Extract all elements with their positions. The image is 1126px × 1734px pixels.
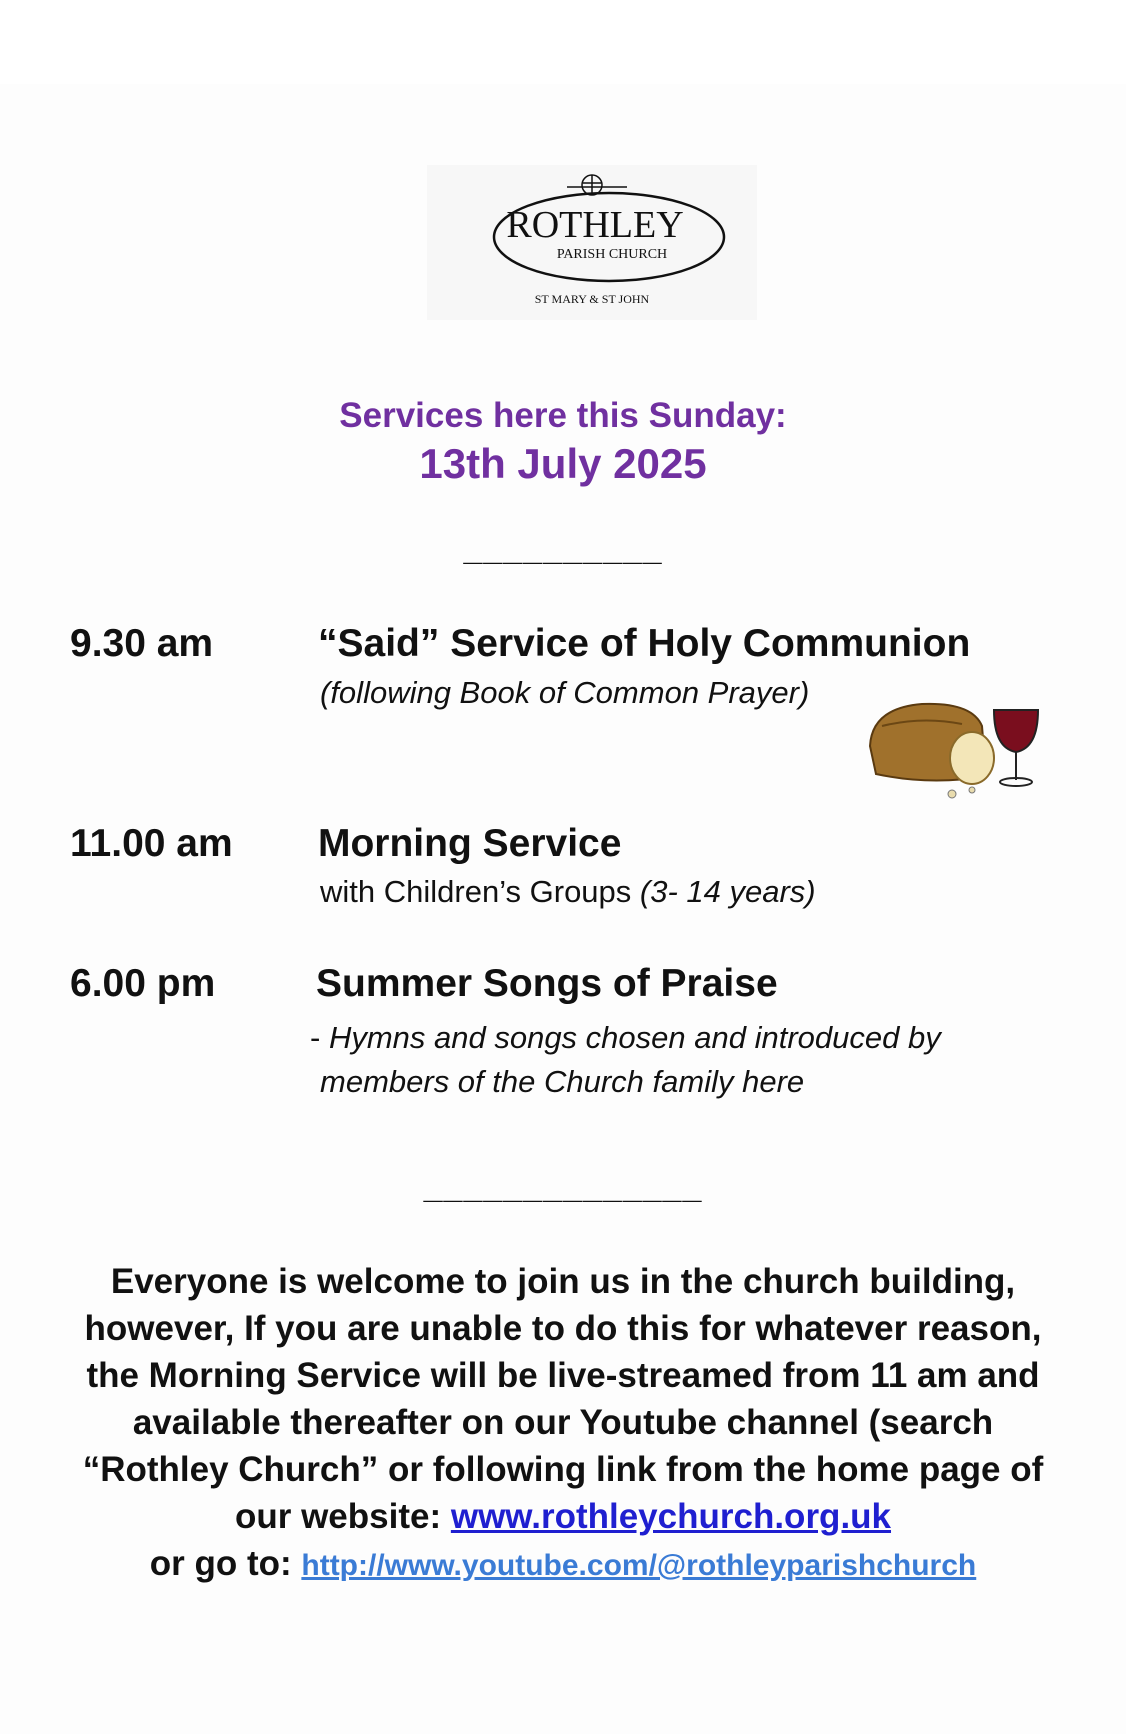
- welcome-message: [40, 1258, 1086, 1589]
- church-logo: [427, 165, 757, 320]
- service-time: 9.30 am: [70, 622, 214, 665]
- bread-and-wine-icon: [862, 686, 1042, 801]
- service-time: 6.00 pm: [70, 962, 216, 1005]
- service-title: Morning Service: [318, 822, 622, 865]
- logo-name: ROTHLEY: [506, 204, 684, 246]
- service-date: 13th July 2025: [419, 440, 707, 487]
- youtube-link[interactable]: http://www.youtube.com/@rothleyparishchurch: [301, 1549, 977, 1582]
- welcome-line: “Rothley Church” or following link from the home page of: [82, 1450, 1044, 1489]
- logo-dedication: ST MARY & ST JOHN: [534, 292, 650, 306]
- service-title: Summer Songs of Praise: [316, 962, 778, 1005]
- logo-subtitle: PARISH CHURCH: [556, 247, 668, 262]
- welcome-line: Everyone is welcome to join us in the church building,: [110, 1262, 1016, 1301]
- website-link[interactable]: www.rothleychurch.org.uk: [450, 1497, 892, 1536]
- service-note: [320, 874, 816, 910]
- service-note-line2: members of the Church family here: [320, 1064, 805, 1099]
- service-note-plain: with Children’s Groups: [320, 874, 640, 909]
- website-prefix: our website:: [234, 1497, 451, 1536]
- service-note-italic: (3- 14 years): [639, 874, 816, 909]
- welcome-line: however, If you are unable to do this for whatever reason,: [84, 1309, 1042, 1348]
- service-note-line1: Hymns and songs chosen and introduced by: [328, 1020, 941, 1055]
- divider-bottom: ______________: [423, 1168, 703, 1206]
- welcome-line: available thereafter on our Youtube channel (search: [132, 1403, 994, 1442]
- youtube-line: [40, 1540, 1086, 1589]
- service-time: 11.00 am: [70, 822, 233, 865]
- divider-top: __________: [463, 530, 663, 568]
- service-title: “Said” Service of Holy Communion: [318, 622, 971, 665]
- services-heading: Services here this Sunday:: [339, 396, 787, 435]
- website-line: [40, 1493, 1086, 1540]
- service-note-dash: -: [310, 1020, 329, 1055]
- welcome-line: the Morning Service will be live-streamed from 11 am and: [86, 1356, 1040, 1395]
- service-note: (following Book of Common Prayer): [320, 675, 810, 710]
- youtube-prefix: or go to:: [149, 1544, 302, 1583]
- service-note: [310, 1020, 941, 1056]
